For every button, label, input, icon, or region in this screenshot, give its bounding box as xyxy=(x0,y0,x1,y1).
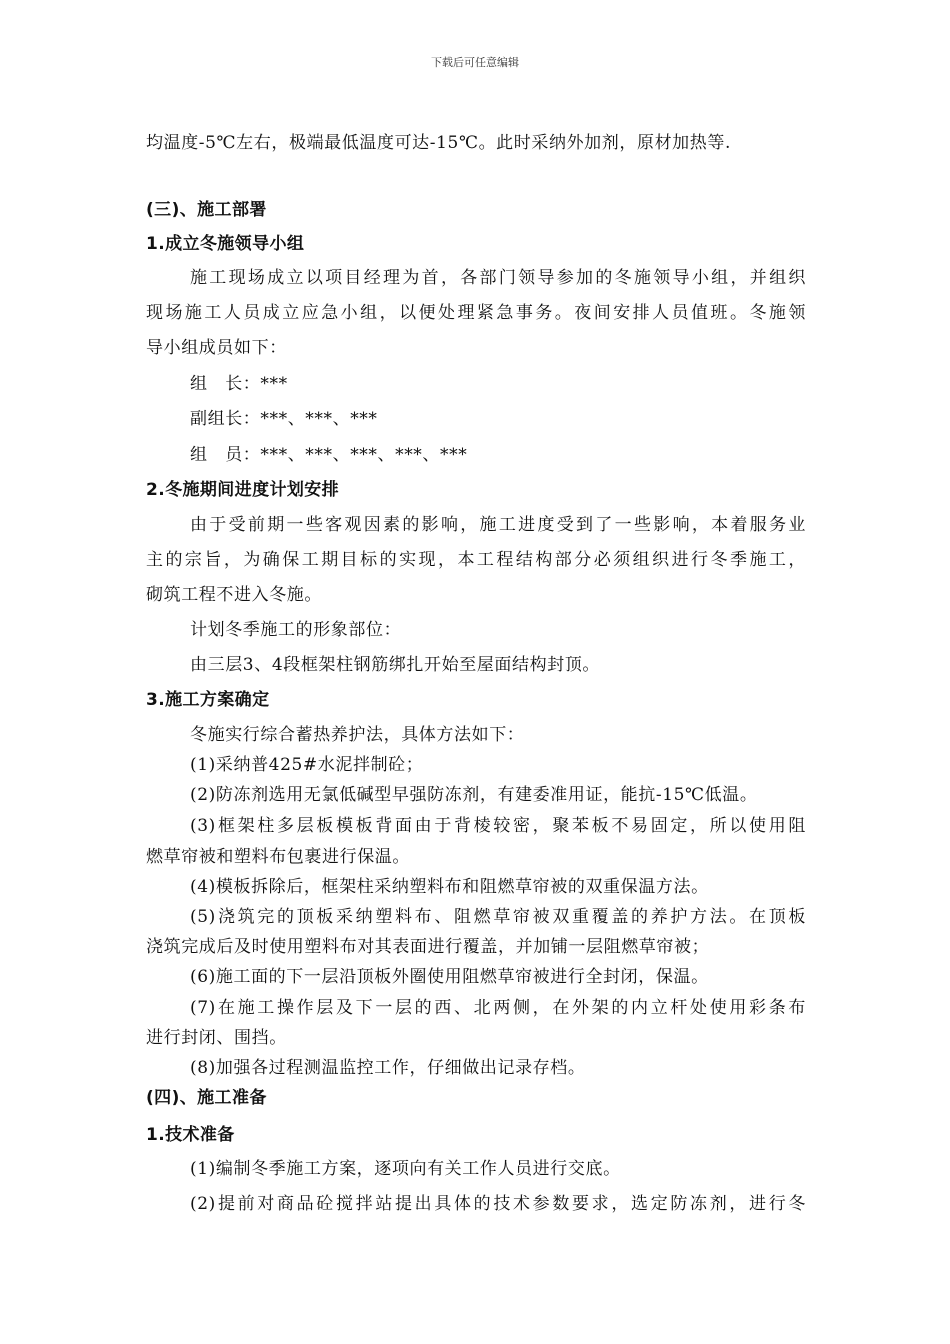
paragraph-line: 计划冬季施工的形象部位： xyxy=(190,620,402,640)
list-item: 组 长：*** xyxy=(190,374,288,394)
list-item: 组 员：***、***、***、***、*** xyxy=(190,445,468,465)
subsection-heading: 1.技术准备 xyxy=(146,1125,235,1145)
subsection-heading: 2.冬施期间进度计划安排 xyxy=(146,480,340,500)
section-heading: (四)、施工准备 xyxy=(146,1088,267,1108)
list-item: (7)在施工操作层及下一层的西、北两侧，在外架的内立杆处使用彩条布 xyxy=(190,998,806,1018)
list-item: (2)防冻剂选用无氯低碱型早强防冻剂，有建委准用证，能抗-15℃低温。 xyxy=(190,785,758,805)
list-item: (6)施工面的下一层沿顶板外圈使用阻燃草帘被进行全封闭，保温。 xyxy=(190,967,709,987)
list-item: (5)浇筑完的顶板采纳塑料布、阻燃草帘被双重覆盖的养护方法。在顶板 xyxy=(190,907,806,927)
paragraph-line: 燃草帘被和塑料布包裹进行保温。 xyxy=(146,847,410,867)
page-header: 下载后可任意编辑 xyxy=(431,56,519,69)
list-item: (1)编制冬季施工方案，逐项向有关工作人员进行交底。 xyxy=(190,1159,621,1179)
paragraph-line: 由于受前期一些客观因素的影响，施工进度受到了一些影响，本着服务业 xyxy=(190,515,806,535)
list-item: 副组长：***、***、*** xyxy=(190,409,378,429)
paragraph-line: 砌筑工程不进入冬施。 xyxy=(146,585,322,605)
paragraph-line: 冬施实行综合蓄热养护法，具体方法如下： xyxy=(190,725,525,745)
list-item: (1)采纳普425#水泥拌制砼； xyxy=(190,755,424,775)
paragraph-line: 由三层3、4段框架柱钢筋绑扎开始至屋面结构封顶。 xyxy=(190,655,601,675)
list-item: (2)提前对商品砼搅拌站提出具体的技术参数要求，选定防冻剂，进行冬 xyxy=(190,1194,806,1214)
section-heading: (三)、施工部署 xyxy=(146,200,267,220)
paragraph-line: 施工现场成立以项目经理为首，各部门领导参加的冬施领导小组，并组织 xyxy=(190,268,806,288)
paragraph-line: 现场施工人员成立应急小组，以便处理紧急事务。夜间安排人员值班。冬施领 xyxy=(146,303,806,323)
subsection-heading: 3.施工方案确定 xyxy=(146,690,270,710)
list-item: (3)框架柱多层板模板背面由于背棱较密，聚苯板不易固定，所以使用阻 xyxy=(190,816,806,836)
paragraph-line: 浇筑完成后及时使用塑料布对其表面进行覆盖，并加铺一层阻燃草帘被； xyxy=(146,937,710,957)
list-item: (4)模板拆除后，框架柱采纳塑料布和阻燃草帘被的双重保温方法。 xyxy=(190,877,709,897)
paragraph-line: 主的宗旨，为确保工期目标的实现，本工程结构部分必须组织进行冬季施工， xyxy=(146,550,806,570)
paragraph-line: 导小组成员如下： xyxy=(146,338,287,358)
paragraph-line: 均温度-5℃左右，极端最低温度可达-15℃。此时采纳外加剂，原材加热等. xyxy=(146,133,731,153)
subsection-heading: 1.成立冬施领导小组 xyxy=(146,234,305,254)
list-item: (8)加强各过程测温监控工作，仔细做出记录存档。 xyxy=(190,1058,586,1078)
paragraph-line: 进行封闭、围挡。 xyxy=(146,1028,287,1048)
